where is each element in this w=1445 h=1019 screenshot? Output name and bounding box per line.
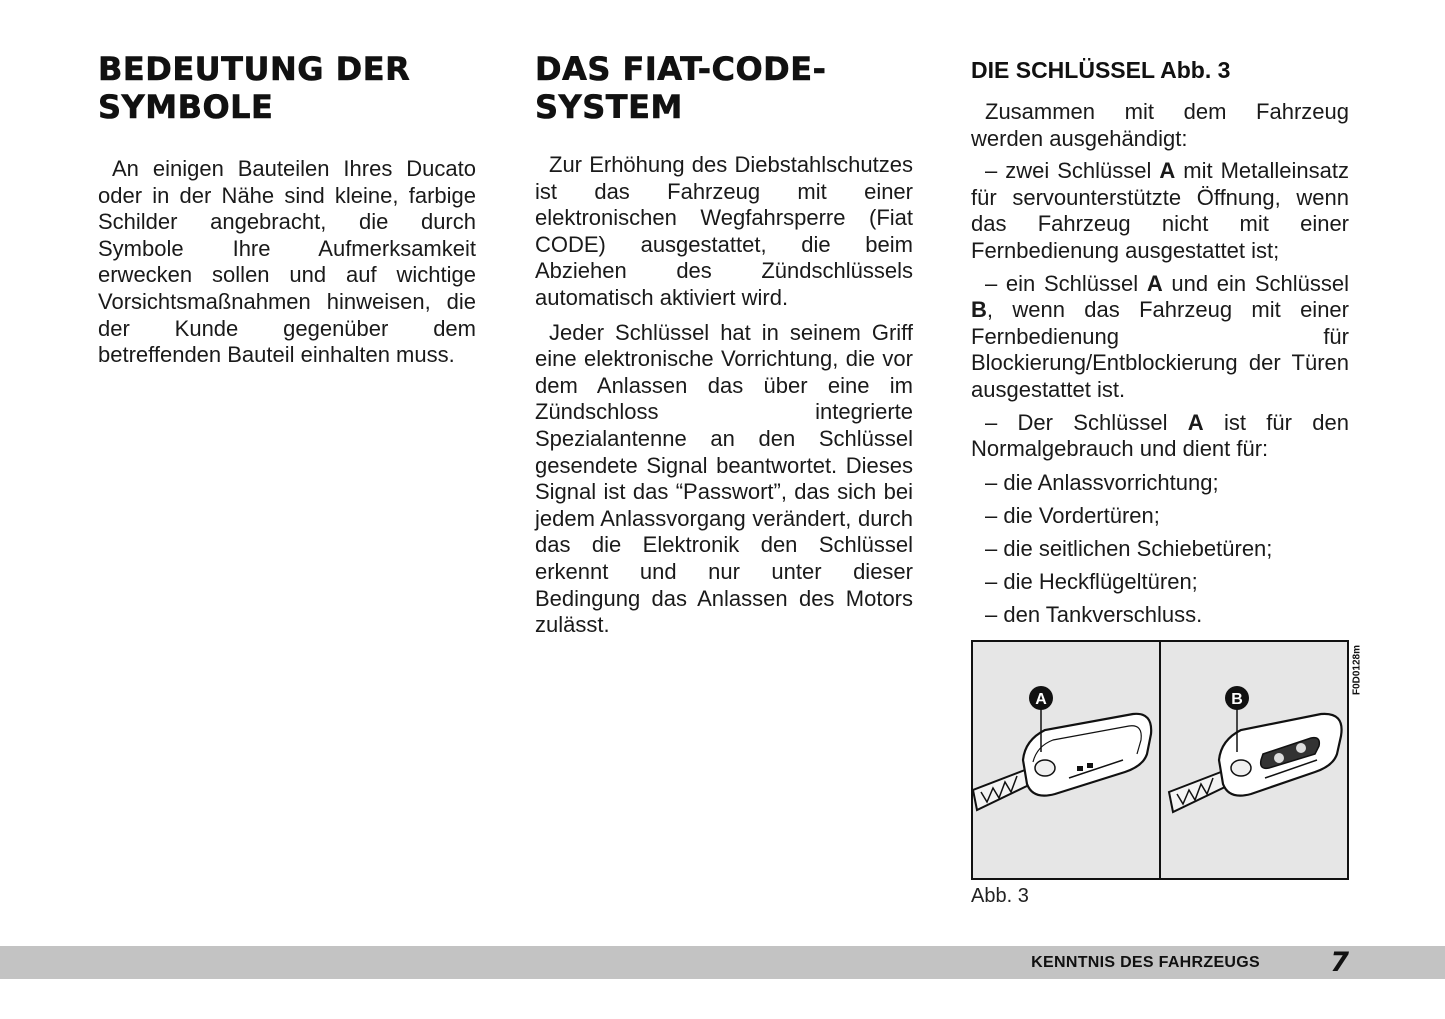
key-use-item: – den Tankverschluss. [985,601,1203,627]
figure-label-a: A [1035,691,1047,708]
figure-caption: Abb. 3 [971,885,1029,907]
column-symbols [98,50,476,369]
symbols-paragraph: An einigen Bauteilen Ihres Ducato oder in der Nähe sind kleine, farbige Schilder angebracht, die durch Symbole Ihre Aufmerksamkeit erwecken sollen und auf wichtige Vorsichtsmaßnahmen hinweisen, die der Kunde gegenüber dem betreffenden Bauteil einhalten muss. [98,156,476,368]
keys-intro: Zusammen mit dem Fahrzeug werden ausgehändigt: [971,99,1349,151]
key-b-illustration [1161,642,1347,878]
keys-item-1: – zwei Schlüssel A mit Metalleinsatz für servounterstützte Öffnung, wenn das Fahrzeug nicht mit einer Fernbedienung ausgestattet ist; [971,158,1349,263]
figure-code: F0D0128m [1351,644,1363,696]
key-a-illustration [973,642,1159,878]
section-title-keys: DIE SCHLÜSSEL Abb. 3 [971,57,1231,83]
key-label-a: A [1187,409,1204,435]
fiat-code-paragraph-2: Jeder Schlüssel hat in seinem Griff eine elektronische Vorrichtung, die vor dem Anlassen das über eine im Zündschloss integrierte Spezialantenne an den Schlüssel gesendete Signal beantwortet. Dieses Signal ist das “Passwort”, das sich bei jedem Anlassvorgang verändert, durch das die Elektronik den Schlüssel erkennt und nur unter dieser Bedingung das Anlassen des Motors zulässt. [535,319,913,638]
key-b-panel [1159,642,1347,878]
keys-item-2: – ein Schlüssel A und ein Schlüssel B, wenn das Fahrzeug mit einer Fernbedienung für Blockierung/Entblockierung der Türen ausgestattet ist. [971,270,1349,402]
section-title-symbols: BEDEUTUNG DER SYMBOLE [98,50,411,126]
fiat-code-paragraph-1: Zur Erhöhung des Diebstahlschutzes ist das Fahrzeug mit einer elektronischen Wegfahrsperre (Fiat CODE) ausgestattet, die beim Abziehen des Zündschlüssels automatisch aktiviert wird. [535,152,913,310]
column-keys [971,50,1349,634]
key-label-a: A [1159,158,1176,184]
column-fiat-code [535,50,913,639]
footer-bar [0,946,1445,979]
key-use-item: – die Vordertüren; [985,502,1160,528]
section-title-fiat-code: DAS FIAT-CODE-SYSTEM [535,50,827,126]
key-label-a: A [1146,270,1163,296]
key-use-item: – die seitlichen Schiebetüren; [985,535,1273,561]
keys-figure [971,640,1349,880]
key-label-b: B [971,297,987,323]
keys-item-3: – Der Schlüssel A ist für den Normalgebrauch und dient für: [971,409,1349,462]
key-use-item: – die Anlassvorrichtung; [985,469,1219,495]
key-a-panel [973,642,1159,878]
page-number: 7 [1330,947,1349,978]
key-use-item: – die Heckflügeltüren; [985,568,1198,594]
figure-label-b: B [1231,691,1243,708]
footer-section-title: KENNTNIS DES FAHRZEUGS [1031,954,1260,971]
